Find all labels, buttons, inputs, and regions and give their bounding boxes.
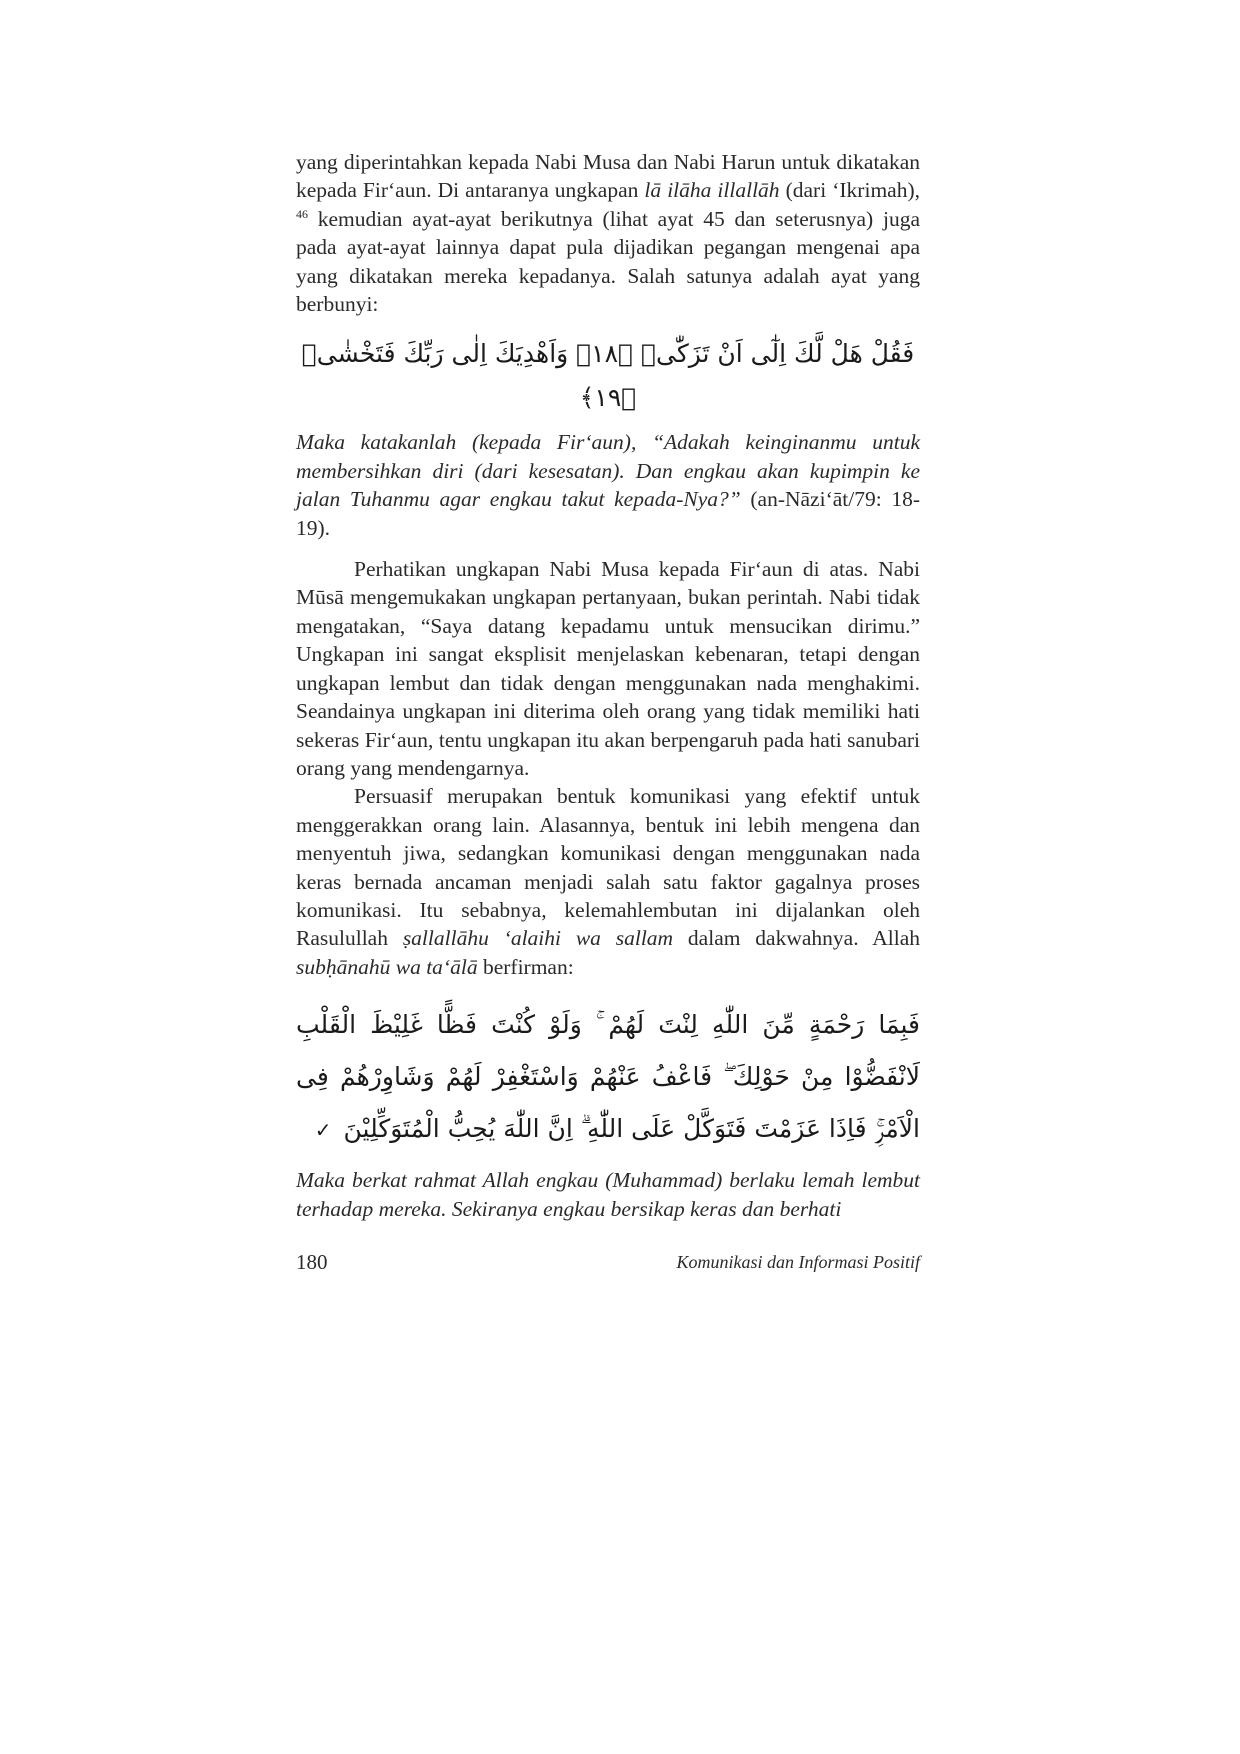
footnote-ref[interactable]: 46 bbox=[296, 206, 308, 221]
paragraph-3-text-a: Persuasif merupakan bentuk komunikasi yang efektif untuk menggerakkan orang lain. Alasannya, bentuk ini lebih mengena dan menyentuh jiwa, sedangkan komunikasi dengan menggunakan nada keras bernada ancaman menjadi salah satu faktor gagalnya proses komunikasi. Itu sebabnya, kelemahlembutan ini dijalankan oleh Rasulullah bbox=[296, 784, 920, 951]
paragraph-1-text-b: (dari ‘Ikrimah), bbox=[779, 178, 920, 203]
verse-1-reference: (an-Nāzi‘āt/79: 18-19). bbox=[296, 487, 920, 540]
transliteration-tahlil: lā ilāha illallāh bbox=[644, 178, 780, 203]
page-number: 180 bbox=[296, 1250, 328, 1274]
paragraph-1-text-c: kemudian ayat-ayat berikutnya (lihat ayat 45 dan seterusnya) juga pada ayat-ayat lainnya dapat pula dijadikan pegangan mengenai apa yang dikatakan mereka kepadanya. Salah satunya adalah ayat yang berbunyi: bbox=[296, 206, 920, 317]
verse-2-translation: Maka berkat rahmat Allah engkau (Muhammad) berlaku lemah lembut terhadap mereka. Sekiranya engkau bersikap keras dan berhati bbox=[296, 1168, 920, 1221]
verse-1-translation-text: Maka katakanlah (kepada Fir‘aun), “Adakah keinginanmu untuk membersihkan diri (dari kesesatan). Dan engkau akan kupimpin ke jalan Tuhanmu agar engkau takut kepada-Nya?” bbox=[296, 430, 920, 512]
arabic-verse-ali-imran bbox=[296, 999, 920, 1156]
honorific-subhanahu: subḥānahū wa ta‘ālā bbox=[296, 954, 478, 979]
arabic-verse-2-text: فَبِمَا رَحْمَةٍ مِّنَ اللّٰهِ لِنْتَ لَهُمْ ۚ وَلَوْ كُنْتَ فَظًّا غَلِيْظَ الْقَلْبِ لَانْفَضُّوْا مِنْ حَوْلِكَ ۖ فَاعْفُ عَنْهُمْ وَاسْتَغْفِرْ لَهُمْ وَشَاوِرْهُمْ فِى الْاَمْرِۚ فَاِذَا عَزَمْتَ فَتَوَكَّلْ عَلَى اللّٰهِ ۗ اِنَّ اللّٰهَ يُحِبُّ الْمُتَوَكِّلِيْنَ bbox=[296, 1010, 920, 1144]
paragraph-2: Perhatikan ungkapan Nabi Musa kepada Fir‘aun di atas. Nabi Mūsā mengemukakan ungkapan pertanyaan, bukan perintah. Nabi tidak mengatakan, “Saya datang kepadamu untuk mensucikan dirimu.” Ungkapan ini sangat eksplisit menjelaskan kebenaran, tetapi dengan ungkapan lembut dan tidak dengan menggunakan nada menghakimi. Seandainya ungkapan ini diterima oleh orang yang tidak memiliki hati sekeras Fir‘aun, tentu ungkapan itu akan berpengaruh pada hati sanubari orang yang mendengarnya. bbox=[296, 557, 920, 780]
paragraph-1 bbox=[296, 148, 920, 318]
paragraph-1-text-a: yang diperintahkan kepada Nabi Musa dan Nabi Harun untuk dikatakan kepada Fir‘aun. Di antaranya ungkapan bbox=[296, 150, 920, 203]
arabic-verse-an-naziat: فَقُلْ هَلْ لَّكَ اِلٰٓى اَنْ تَزَكّٰىۙ ﴿١٨﴾ وَاَهْدِيَكَ اِلٰى رَبِّكَ فَتَخْشٰىۚ ﴿١٩﴾ bbox=[301, 339, 915, 413]
verse-1-translation bbox=[296, 428, 920, 542]
paragraph-3 bbox=[296, 782, 920, 981]
paragraph-3-text-c: berfirman: bbox=[477, 954, 574, 979]
page-footer bbox=[296, 1250, 920, 1276]
running-title: Komunikasi dan Informasi Positif bbox=[676, 1252, 920, 1272]
page-body bbox=[296, 148, 920, 1223]
honorific-salawat: ṣallallāhu ‘alaihi wa sallam bbox=[402, 926, 674, 951]
verse-end-mark-icon: ✓ bbox=[314, 1118, 332, 1143]
paragraph-3-text-b: dalam dakwahnya. Allah bbox=[673, 926, 920, 951]
